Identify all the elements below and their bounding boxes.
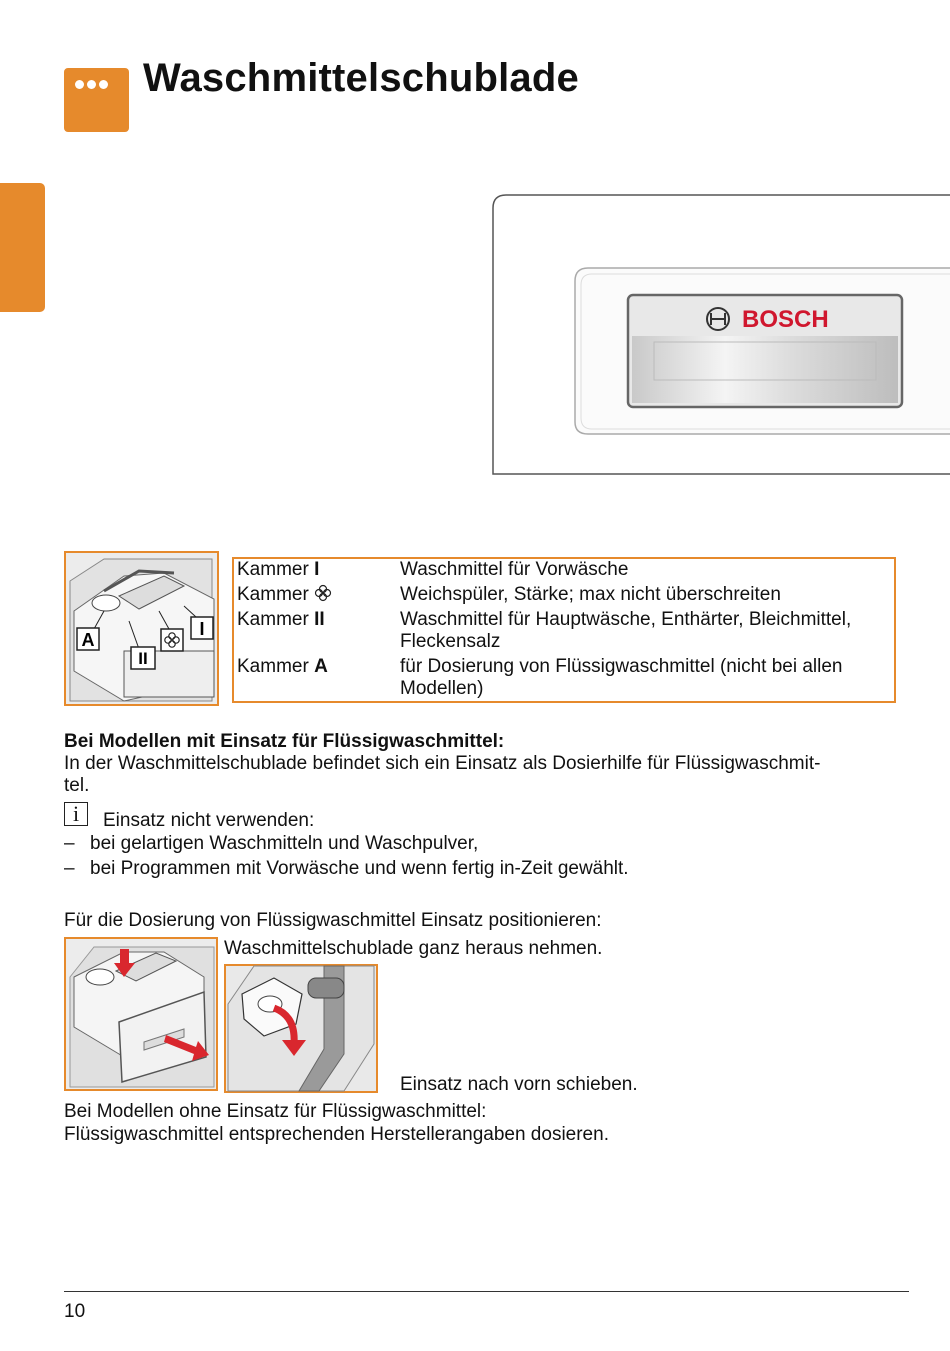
page-title: Waschmittelschublade	[143, 56, 579, 100]
info-note	[64, 802, 88, 827]
chamber-ii-label: II	[138, 649, 148, 668]
table-row: Kammer A für Dosierung von Flüssigwaschmittel (nicht bei allen Modellen)	[237, 656, 843, 699]
info-text: Einsatz nicht verwenden:	[103, 810, 315, 831]
table-row: Kammer I Waschmittel für Vorwäsche	[237, 559, 629, 580]
section-heading: Bei Modellen mit Einsatz für Flüssigwaschmittel:	[64, 731, 505, 752]
list-item: – bei gelartigen Waschmitteln und Waschpulver,	[64, 833, 479, 854]
remove-drawer-figure	[64, 937, 219, 1092]
chamber-table	[232, 557, 896, 703]
footer-divider	[64, 1291, 909, 1292]
section-icon	[64, 68, 129, 132]
list-item: – bei Programmen mit Vorwäsche und wenn fertig in-Zeit gewählt.	[64, 858, 629, 879]
push-insert-figure	[224, 964, 379, 1093]
drawer-chambers-figure	[64, 551, 219, 706]
no-insert-heading: Bei Modellen ohne Einsatz für Flüssigwaschmittel:	[64, 1101, 487, 1122]
flower-icon	[314, 584, 332, 602]
dosing-intro: Für die Dosierung von Flüssigwaschmittel Einsatz positionieren:	[64, 910, 602, 931]
paragraph-line: tel.	[64, 775, 90, 796]
dots-icon	[75, 80, 84, 89]
no-insert-text: Flüssigwaschmittel entsprechenden Herstellerangaben dosieren.	[64, 1124, 609, 1145]
paragraph-line: In der Waschmittelschublade befindet sich ein Einsatz als Dosierhilfe für Flüssigwaschmit-	[64, 753, 821, 774]
step-2-text: Einsatz nach vorn schieben.	[400, 1074, 638, 1095]
chamber-i-label: I	[199, 619, 205, 639]
chamber-a-label: A	[81, 630, 95, 650]
step-1-text: Waschmittelschublade ganz heraus nehmen.	[224, 938, 603, 959]
page-number: 10	[64, 1301, 86, 1322]
table-row: Kammer Weichspüler, Stärke; max nicht überschreiten	[237, 584, 781, 605]
info-icon: i	[64, 802, 88, 826]
brand-logo-text: BOSCH	[742, 306, 829, 333]
side-tab	[0, 183, 45, 312]
machine-figure	[490, 192, 950, 478]
table-row: Kammer II Waschmittel für Hauptwäsche, Enthärter, Bleichmittel, Fleckensalz	[237, 609, 852, 652]
